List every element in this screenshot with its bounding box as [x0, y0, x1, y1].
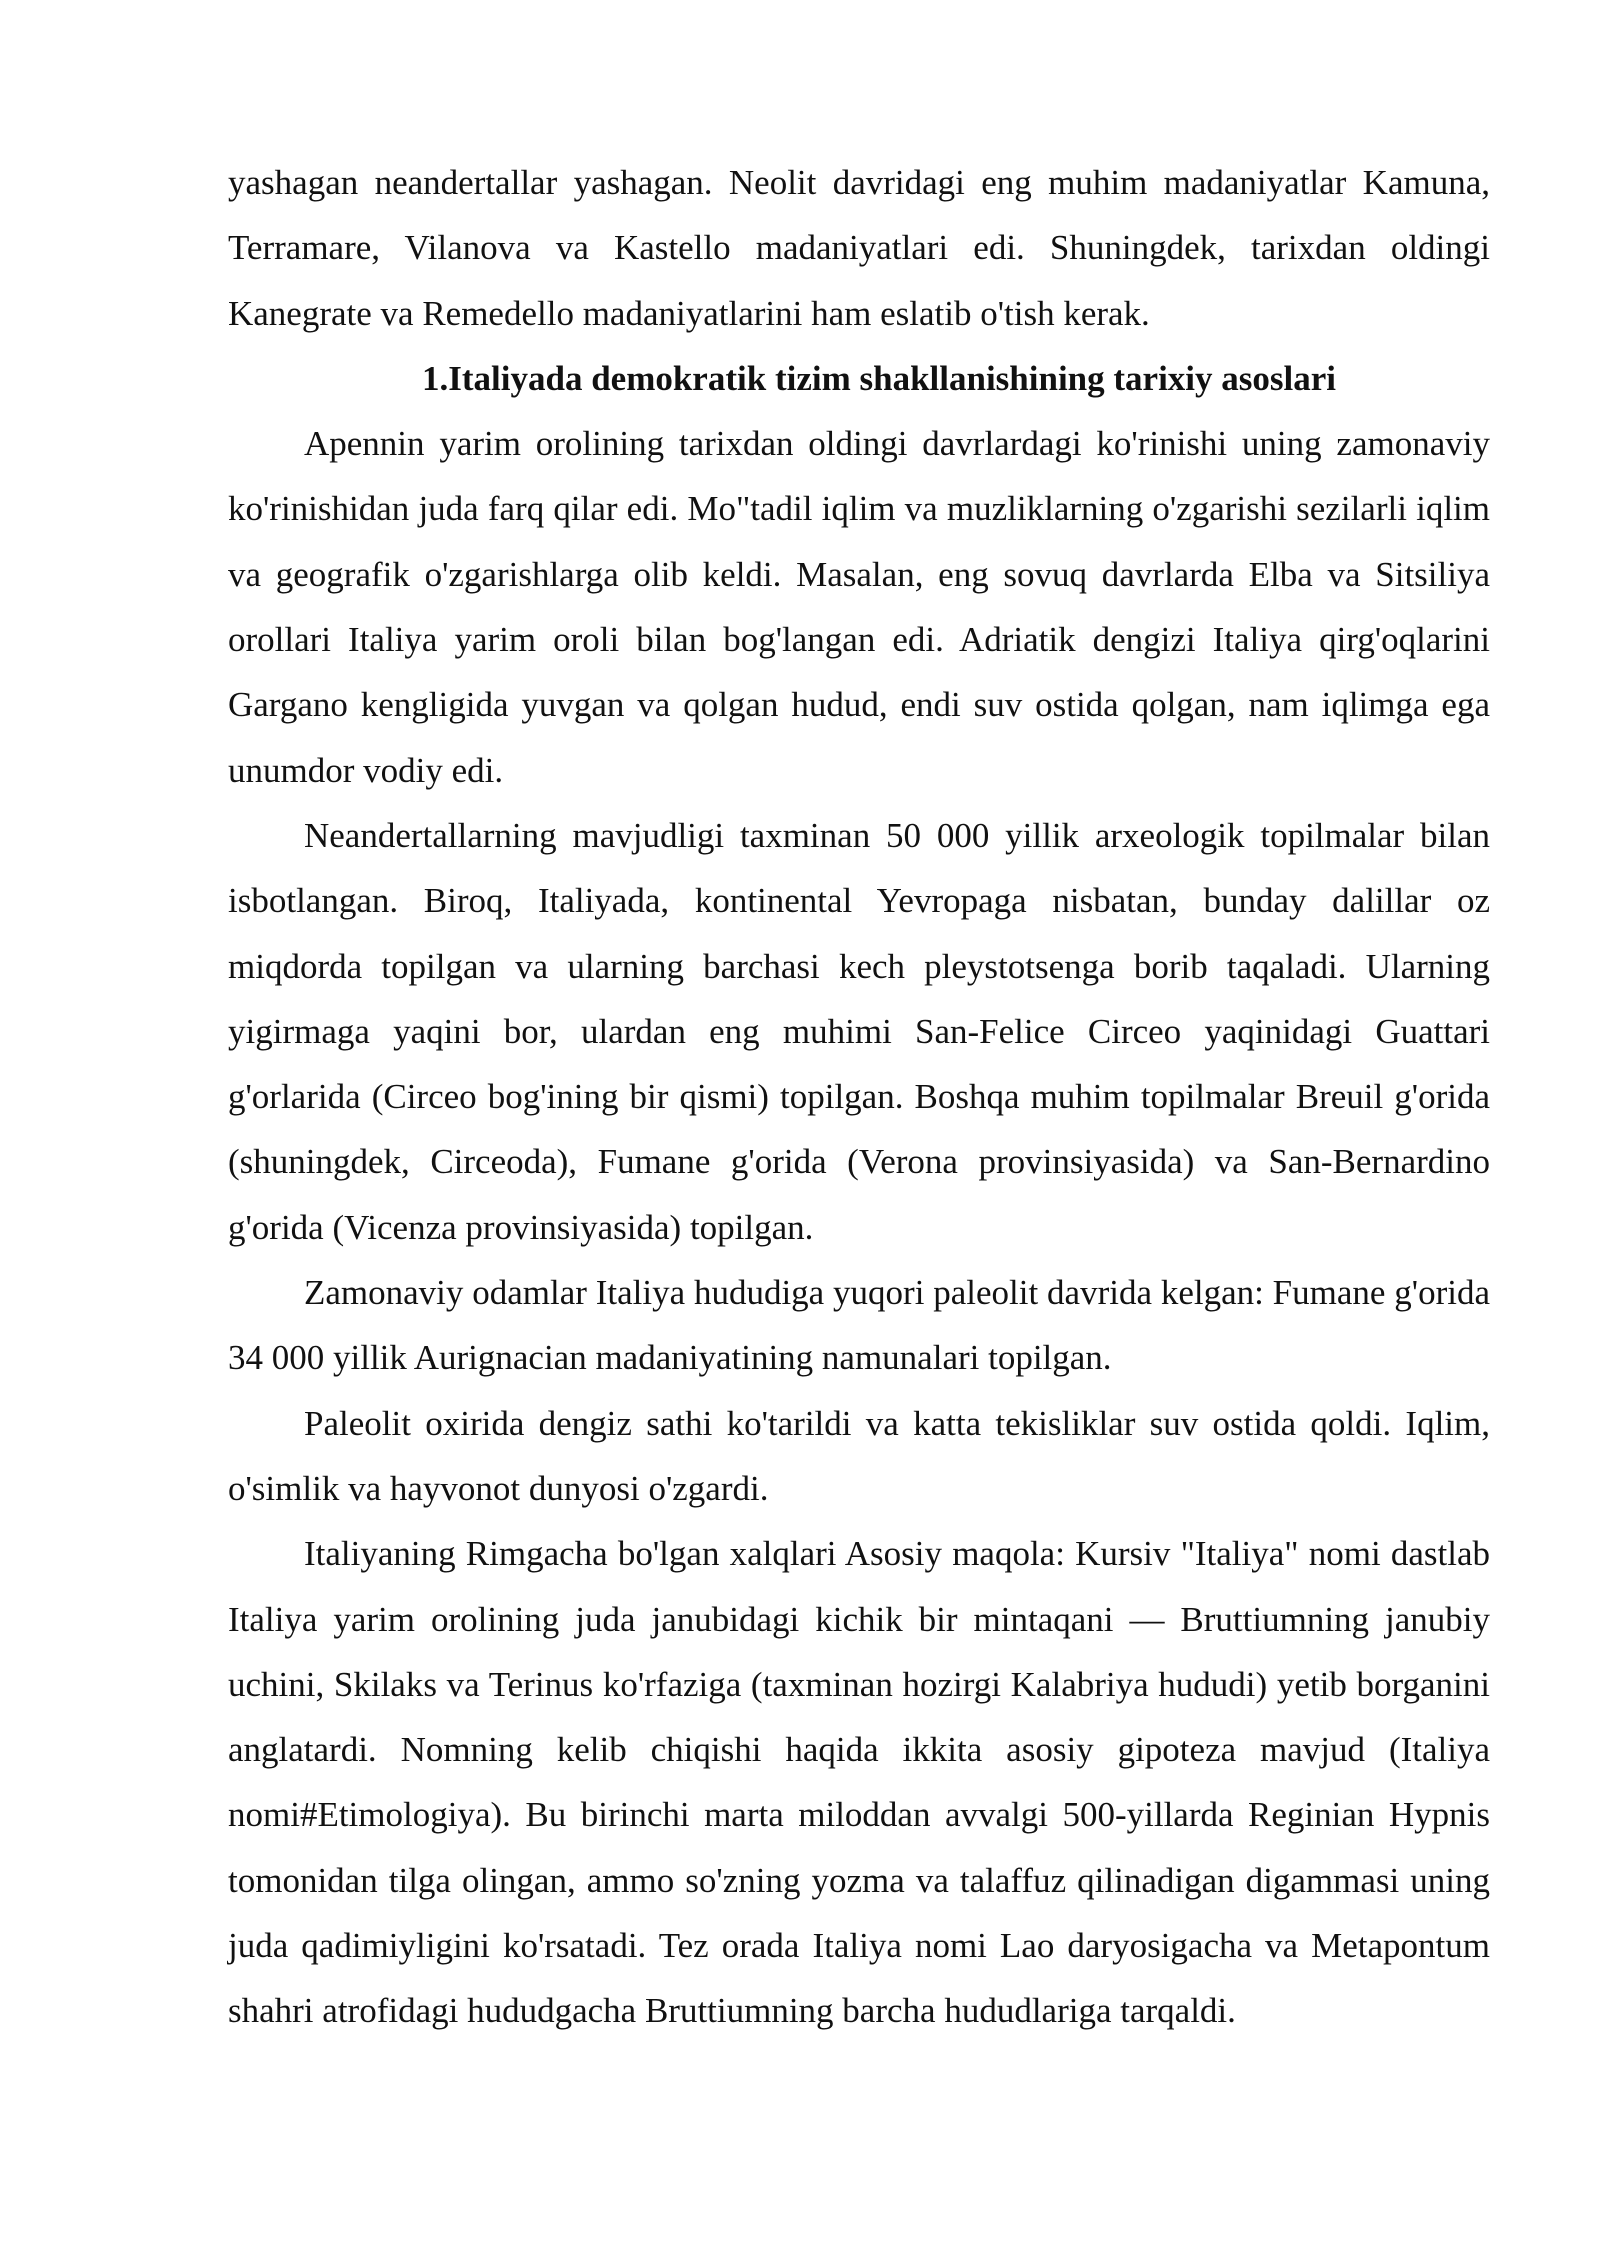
paragraph-geography: Apennin yarim orolining tarixdan oldingi davrlardagi ko'rinishi uning zamonaviy ko'rinishidan juda farq qilar edi. Mo"tadil iqlim va muzliklarning o'zgarishi sezilarli iqlim va geografik o'zgarishlarga olib keldi. Masalan, eng sovuq davrlarda Elba va Sitsiliya orollari Italiya yarim oroli bilan bog'langan edi. Adriatik dengizi Italiya qirg'oqlarini Gargano kengligida yuvgan va qolgan hudud, endi suv ostida qolgan, nam iqlimga ega unumdor vodiy edi.	[228, 424, 1490, 790]
paragraph-name-origin: Italiyaning Rimgacha bo'lgan xalqlari Asosiy maqola: Kursiv "Italiya" nomi dastlab Italiya yarim orolining juda janubidagi kichik bir mintaqani — Bruttiumning janubiy uchini, Skilaks va Terinus ko'rfaziga (taxminan hozirgi Kalabriya hududi) yetib borganini anglatardi. Nomning kelib chiqishi haqida ikkita asosiy gipoteza mavjud (Italiya nomi#Etimologiya). Bu birinchi marta miloddan avvalgi 500-yillarda Reginian Hypnis tomonidan tilga olingan, ammo so'zning yozma va talaffuz qilinadigan digammasi uning juda qadimiyligini ko'rsatadi. Tez orada Italiya nomi Lao daryosigacha va Metapontum shahri atrofidagi hududgacha Bruttiumning barcha hududlariga tarqaldi.	[228, 1534, 1490, 2031]
document-page	[228, 150, 1490, 2044]
intro-paragraph: yashagan neandertallar yashagan. Neolit davridagi eng muhim madaniyatlar Kamuna, Terramare, Vilanova va Kastello madaniyatlari edi. Shuningdek, tarixdan oldingi Kanegrate va Remedello madaniyatlarini ham eslatib o'tish kerak.	[228, 163, 1490, 333]
paragraph-neanderthals: Neandertallarning mavjudligi taxminan 50 000 yillik arxeologik topilmalar bilan isbotlangan. Biroq, Italiyada, kontinental Yevropaga nisbatan, bunday dalillar oz miqdorda topilgan va ularning barchasi kech pleystotsenga borib taqaladi. Ularning yigirmaga yaqini bor, ulardan eng muhimi San-Felice Circeo yaqinidagi Guattari g'orlarida (Circeo bog'ining bir qismi) topilgan. Boshqa muhim topilmalar Breuil g'orida (shuningdek, Circeoda), Fumane g'orida (Verona provinsiyasida) va San-Bernardino g'orida (Vicenza provinsiyasida) topilgan.	[228, 815, 1490, 1247]
paragraph-modern-humans: Zamonaviy odamlar Italiya hududiga yuqori paleolit davrida kelgan: Fumane g'orida 34 000 yillik Aurignacian madaniyatining namunalari topilgan.	[228, 1273, 1490, 1378]
paragraph-paleolithic-end: Paleolit oxirida dengiz sathi ko'tarildi va katta tekisliklar suv ostida qoldi. Iqlim, o'simlik va hayvonot dunyosi o'zgardi.	[228, 1403, 1490, 1508]
section-heading: 1.Italiyada demokratik tizim shakllanishining tarixiy asoslari	[422, 358, 1336, 398]
